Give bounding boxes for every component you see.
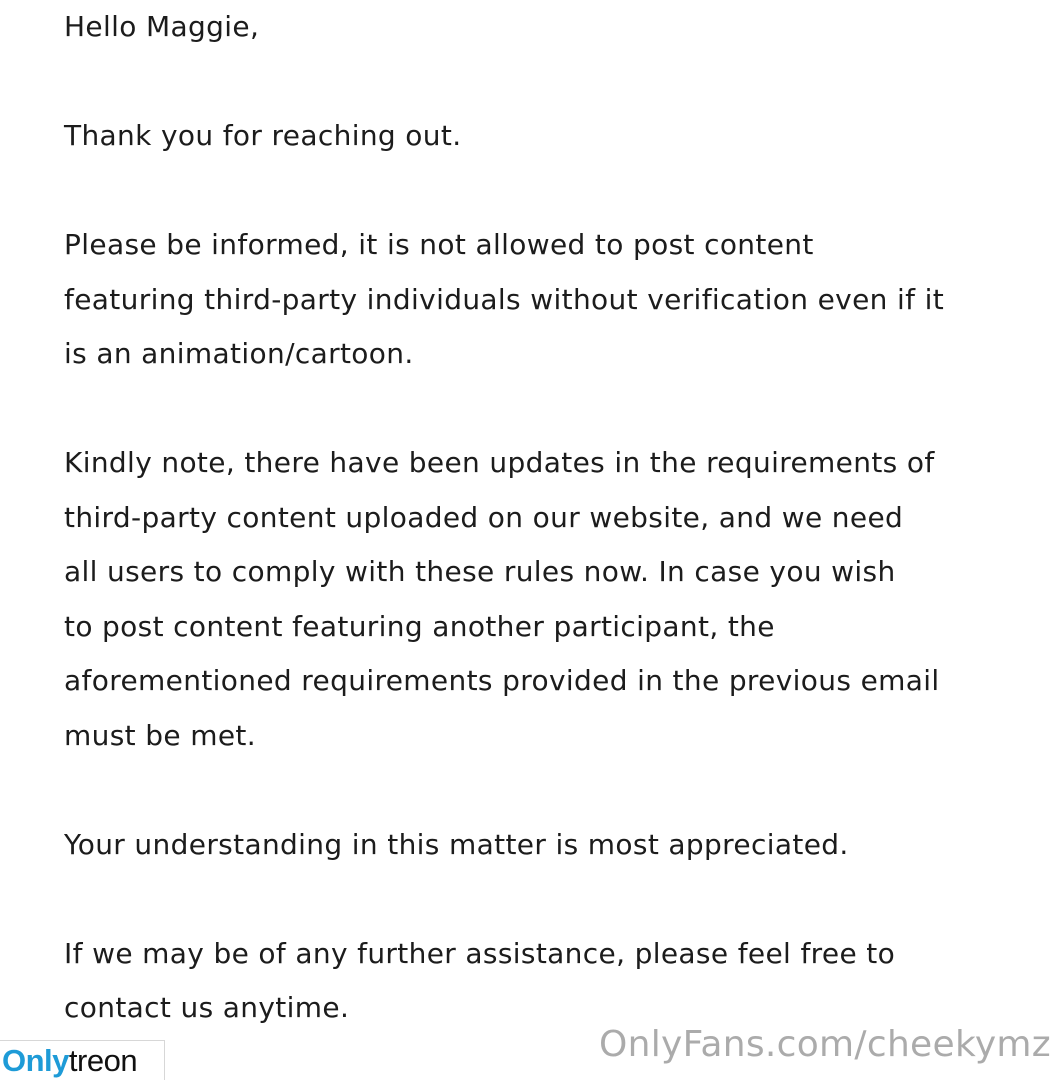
email-body [64,0,1024,1036]
logo-text-only: Only [2,1043,69,1078]
paragraph-line: to post content featuring another participant, the [64,609,775,643]
paragraph-5 [64,927,1024,1036]
paragraph-line: Please be informed, it is not allowed to post content [64,228,814,261]
paragraph-1 [64,109,1024,164]
paragraph-gap [64,164,1024,219]
paragraph-4 [64,818,1024,873]
paragraph-gap [64,872,1024,927]
paragraph-line: Your understanding in this matter is most appreciated. [64,827,849,861]
greeting-line: Hello Maggie, [64,10,260,43]
paragraph-line: is an animation/cartoon. [64,337,414,370]
paragraph-line: third-party content uploaded on our website, and we need [64,500,904,534]
logo-text-treon: treon [68,1043,138,1078]
paragraph-line: all users to comply with these rules now. In case you wish [64,555,896,588]
greeting [64,0,1024,55]
paragraph-line: Thank you for reaching out. [64,119,462,152]
paragraph-line: featuring third-party individuals without verification even if it [64,282,945,316]
paragraph-gap [64,763,1024,818]
paragraph-line: aforementioned requirements provided in the previous email [64,664,940,697]
paragraph-line: If we may be of any further assistance, please feel free to [64,936,896,970]
paragraph-line: contact us anytime. [64,991,350,1024]
paragraph-gap [64,55,1024,110]
paragraph-3 [64,436,1024,763]
paragraph-gap [64,382,1024,437]
paragraph-line: Kindly note, there have been updates in the requirements of [64,446,935,479]
onlytreon-logo [0,1040,165,1080]
onlyfans-watermark: OnlyFans.com/cheekymz [599,1024,1051,1065]
paragraph-2 [64,218,1024,382]
paragraph-line: must be met. [64,718,256,752]
